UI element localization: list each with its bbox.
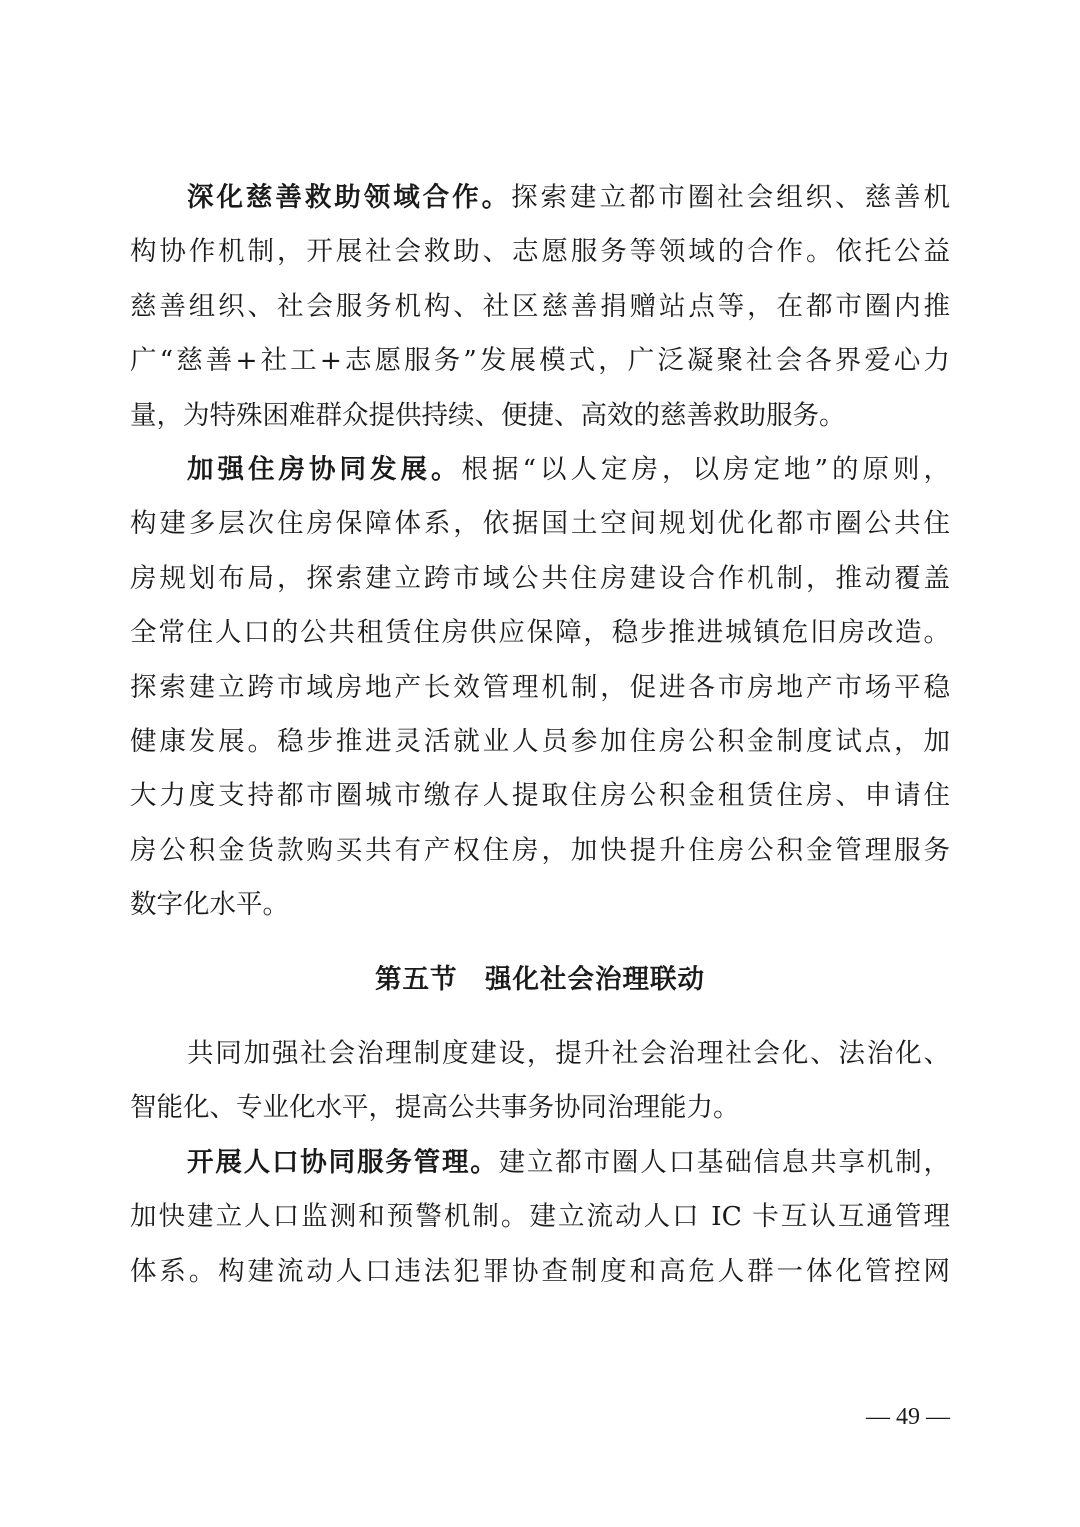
text-line: 智能化、专业化水平，提高公共事务协同治理能力。 — [130, 1092, 740, 1124]
text-line: 数字化水平。 — [130, 889, 289, 921]
text-span: 探索建立都市圈社会组织、慈善机 — [511, 182, 950, 213]
paragraph-lead: 开展人口协同服务管理。 — [187, 1147, 499, 1178]
text-line: 探索建立跨市域房地产长效管理机制，促进各市房地产市场平稳 — [130, 671, 950, 703]
text-line: 慈善组织、社会服务机构、社区慈善捐赠站点等，在都市圈内推 — [130, 290, 950, 322]
text-line — [130, 171, 950, 225]
text-line: 广“慈善+社工+志愿服务”发展模式，广泛凝聚社会各界爱心力 — [130, 345, 950, 377]
paragraph-lead: 深化慈善救助领域合作。 — [187, 182, 512, 213]
text-line: 房规划布局，探索建立跨市域公共住房建设合作机制，推动覆盖 — [130, 562, 950, 594]
paragraph-population — [130, 1136, 950, 1299]
text-line: 构协作机制，开展社会救助、志愿服务等领域的合作。依托公益 — [130, 236, 950, 268]
page-number: — 49 — — [866, 1404, 950, 1430]
text-span: 建立都市圈人口基础信息共享机制， — [498, 1147, 950, 1178]
text-line — [130, 443, 950, 497]
text-line: 量，为特殊困难群众提供持续、便捷、高效的慈善救助服务。 — [130, 399, 846, 431]
text-line: 健康发展。稳步推进灵活就业人员参加住房公积金制度试点，加 — [130, 725, 950, 757]
text-line: 体系。构建流动人口违法犯罪协查制度和高危人群一体化管控网 — [130, 1255, 950, 1287]
paragraph-governance — [130, 1027, 950, 1136]
text-line: 加快建立人口监测和预警机制。建立流动人口 IC 卡互认互通管理 — [130, 1201, 950, 1233]
text-line: 全常住人口的公共租赁住房供应保障，稳步推进城镇危旧房改造。 — [130, 617, 950, 649]
text-line: 构建多层次住房保障体系，依据国土空间规划优化都市圈公共住 — [130, 508, 950, 540]
text-span: 根据“以人定房，以房定地”的原则， — [461, 454, 950, 485]
text-line — [130, 1136, 950, 1190]
section-heading: 第五节 强化社会治理联动 — [375, 964, 705, 995]
text-line: 房公积金货款购买共有产权住房，加快提升住房公积金管理服务 — [130, 834, 950, 866]
paragraph-charity — [130, 171, 950, 443]
paragraph-lead: 加强住房协同发展。 — [187, 454, 462, 485]
text-line: 大力度支持都市圈城市缴存人提取住房公积金租赁住房、申请住 — [130, 780, 950, 812]
text-line: 共同加强社会治理制度建设，提升社会治理社会化、法治化、 — [187, 1038, 950, 1069]
paragraph-housing — [130, 443, 950, 933]
